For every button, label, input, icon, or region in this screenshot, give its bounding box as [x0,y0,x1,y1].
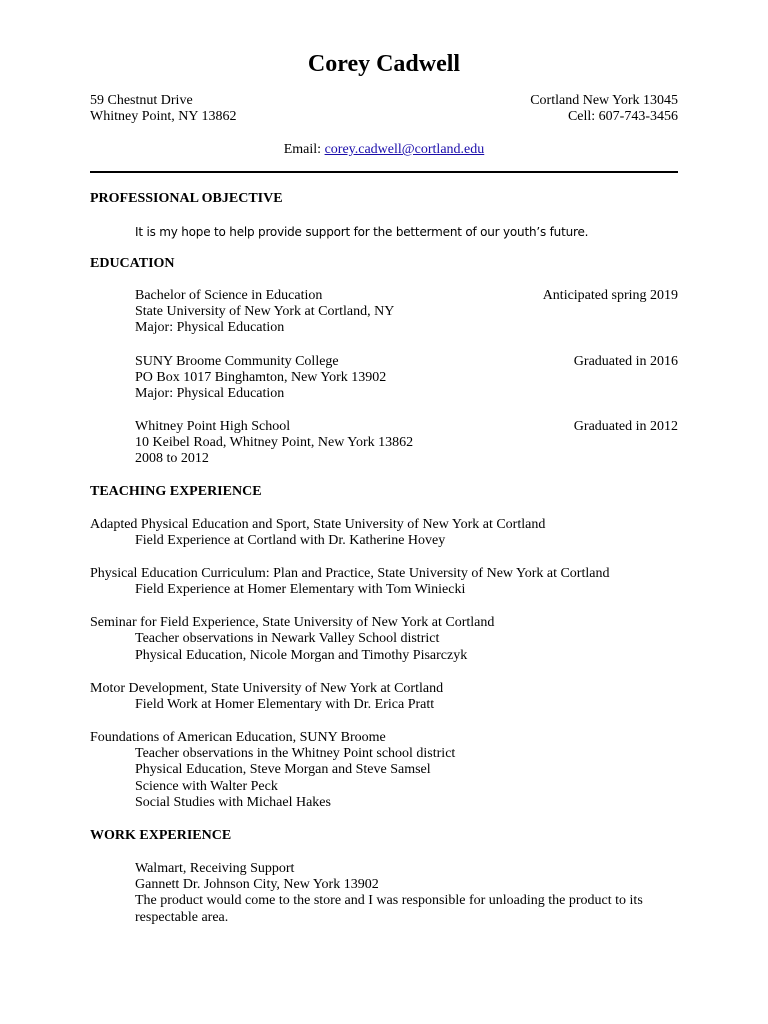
work-line: respectable area. [135,910,229,925]
course-detail: Field Experience at Cortland with Dr. Katherine Hovey [135,533,446,548]
education-date: Graduated in 2016 [573,354,678,369]
course-detail: Teacher observations in Newark Valley School district [135,631,440,646]
education-date: Anticipated spring 2019 [542,288,678,303]
email-link[interactable]: corey.cadwell@cortland.edu [324,142,485,157]
course-detail: Teacher observations in the Whitney Point school district [135,746,456,761]
education-line: Whitney Point High School [135,419,291,434]
course-title: Motor Development, State University of New York at Cortland [90,681,444,696]
education-line: 2008 to 2012 [135,451,209,466]
work-line: The product would come to the store and I was responsible for unloading the product to its [135,893,643,908]
work-line: Gannett Dr. Johnson City, New York 13902 [135,877,379,892]
course-detail: Physical Education, Steve Morgan and Steve Samsel [135,762,431,777]
course-detail: Social Studies with Michael Hakes [135,795,331,810]
home-address [90,93,236,125]
course-detail: Science with Walter Peck [135,779,278,794]
course-title: Seminar for Field Experience, State University of New York at Cortland [90,615,495,630]
education-line: SUNY Broome Community College [135,354,339,369]
course-title: Foundations of American Education, SUNY Broome [90,730,386,745]
work-line: Walmart, Receiving Support [135,861,295,876]
education-line: 10 Keibel Road, Whitney Point, New York 13862 [135,435,414,450]
education-date: Graduated in 2012 [573,419,678,434]
teaching-heading: TEACHING EXPERIENCE [90,484,262,499]
education-line: Major: Physical Education [135,320,285,335]
email-line [90,142,678,158]
school-address [530,93,678,125]
email-label: Email: [283,142,322,157]
education-line: Bachelor of Science in Education [135,288,323,303]
phone-line: Cell: 607-743-3456 [567,109,678,124]
course-detail: Field Experience at Homer Elementary with Tom Winiecki [135,582,466,597]
education-heading: EDUCATION [90,256,175,271]
header-divider [90,171,678,173]
candidate-name: Corey Cadwell [307,51,461,77]
address-line: Whitney Point, NY 13862 [90,109,237,124]
education-line: State University of New York at Cortland, NY [135,304,395,319]
course-title: Adapted Physical Education and Sport, State University of New York at Cortland [90,517,546,532]
address-line: 59 Chestnut Drive [90,93,193,108]
course-detail: Physical Education, Nicole Morgan and Timothy Pisarczyk [135,648,468,663]
education-line: Major: Physical Education [135,386,285,401]
education-line: PO Box 1017 Binghamton, New York 13902 [135,370,387,385]
objective-text: It is my hope to help provide support for the betterment of our youth’s future. [135,225,589,239]
work-heading: WORK EXPERIENCE [90,828,232,843]
address-line: Cortland New York 13045 [530,93,678,108]
course-title: Physical Education Curriculum: Plan and Practice, State University of New York at Cortland [90,566,610,581]
objective-heading: PROFESSIONAL OBJECTIVE [90,191,283,206]
course-detail: Field Work at Homer Elementary with Dr. Erica Pratt [135,697,435,712]
